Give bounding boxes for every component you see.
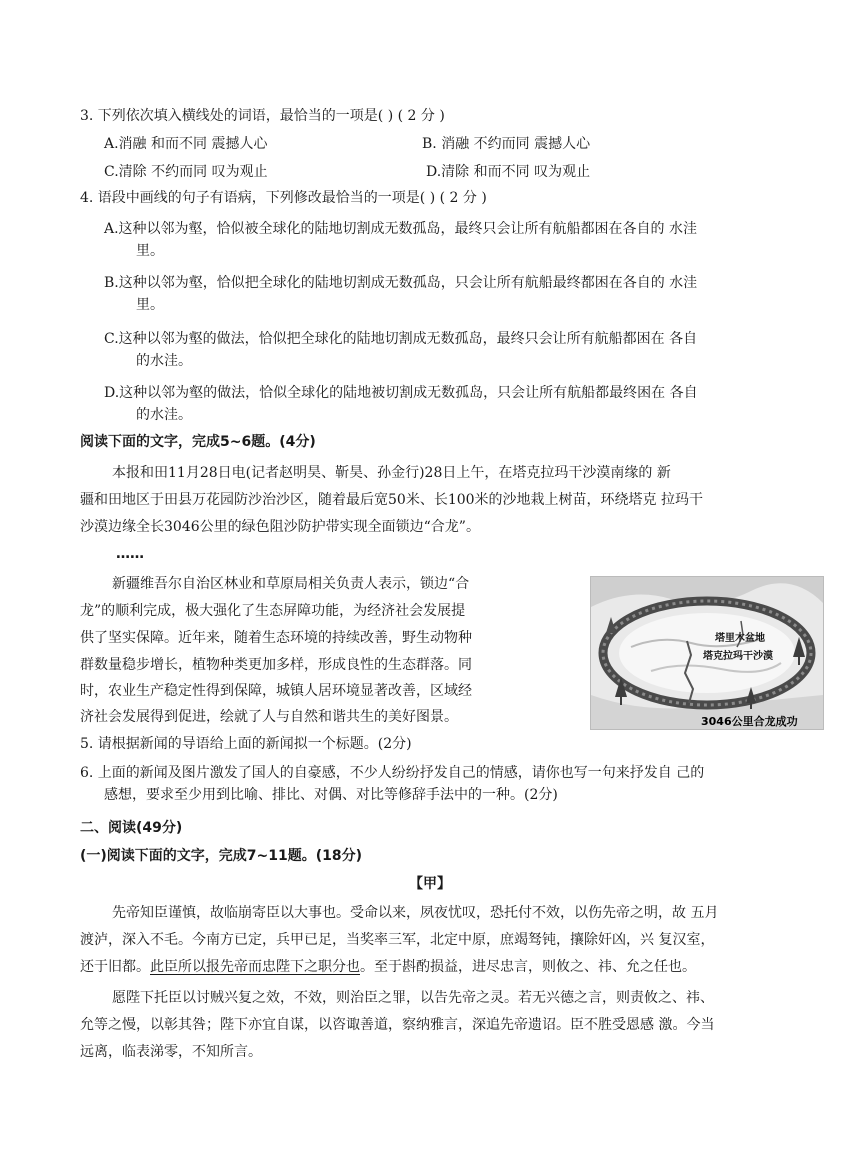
q5-stem: 5. 请根据新闻的导语给上面的新闻拟一个标题。(2分) (80, 736, 412, 752)
figure-caption: 3046公里合龙成功 (701, 715, 798, 728)
desert-ring-figure (590, 576, 824, 730)
q4-option-b-cont: 里。 (136, 297, 164, 313)
news-para1-line2: 疆和田地区于田县万花园防沙治沙区，随着最后宽50米、长100米的沙地栽上树苗，环绕塔克 拉玛干 (80, 492, 703, 508)
q4-option-c: C.这种以邻为壑的做法，恰似把全球化的陆地切割成无数孤岛，最终只会让所有航船都困在 各自 (104, 331, 698, 347)
q6-stem-cont: 感想，要求至少用到比喻、排比、对偶、对比等修辞手法中的一种。(2分) (104, 787, 558, 803)
q4-option-c-cont: 的水洼。 (136, 353, 192, 369)
news-para2-line2: 龙”的顺利完成，极大强化了生态屏障功能，为经济社会发展提 (80, 603, 466, 619)
news-para1-line3: 沙漠边缘全长3046公里的绿色阻沙防护带实现全面锁边“合龙”。 (80, 519, 480, 535)
q3-option-c: C.清除 不约而同 叹为观止 (104, 164, 268, 180)
passage-p2-line3: 远离，临表涕零，不知所言。 (80, 1044, 262, 1060)
passage-jia-marker: 【甲】 (409, 876, 451, 892)
passage-p1-line3-end: 。至于斟酌损益，进尽忠言，则攸之、祎、允之任也。 (360, 959, 696, 975)
q4-option-b: B.这种以邻为壑，恰似把全球化的陆地切割成无数孤岛，只会让所有航船最终都困在各自的 水洼 (104, 275, 698, 291)
q4-stem: 4. 语段中画线的句子有语病，下列修改最恰当的一项是( ) ( 2 分 ) (80, 190, 487, 206)
news-ellipsis: …… (116, 546, 144, 562)
passage-p1-line1: 先帝知臣谨慎，故临崩寄臣以大事也。受命以来，夙夜忧叹，恐托付不效，以伤先帝之明，故 五月 (112, 905, 719, 921)
news-para2-line5: 时，农业生产稳定性得到保障，城镇人居环境显著改善，区域经 (80, 683, 472, 699)
q3-option-a: A.消融 和而不同 震撼人心 (104, 136, 268, 152)
passage-p1-line3-start: 还于旧都。 (80, 959, 150, 975)
passage-p1-line3 (80, 957, 696, 977)
section2-heading: 二、阅读(49分) (80, 820, 183, 836)
q3-stem: 3. 下列依次填入横线处的词语，最恰当的一项是( ) ( 2 分 ) (80, 108, 445, 124)
news-para2-line3: 供了坚实保障。近年来，随着生态环境的持续改善，野生动物种 (80, 630, 472, 646)
q3-option-d: D.清除 和而不同 叹为观止 (426, 164, 591, 180)
reading-heading: 阅读下面的文字，完成5~6题。(4分) (80, 434, 316, 450)
q4-option-a: A.这种以邻为壑，恰似被全球化的陆地切割成无数孤岛，最终只会让所有航船都困在各自的 水洼 (104, 221, 698, 237)
news-para2-line6: 济社会发展得到促进，绘就了人与自然和谐共生的美好图景。 (80, 709, 458, 725)
figure-label-basin: 塔里木盆地 (715, 633, 765, 644)
news-para2-line4: 群数量稳步增长，植物种类更加多样，形成良性的生态群落。同 (80, 657, 472, 673)
section2-subheading: (一)阅读下面的文字，完成7~11题。(18分) (80, 848, 363, 864)
passage-p2-line2: 允等之慢，以彰其咎；陛下亦宜自谋，以咨诹善道，察纳雅言，深追先帝遗诏。臣不胜受恩感 激。今当 (80, 1017, 715, 1033)
q6-stem: 6. 上面的新闻及图片激发了国人的自豪感，不少人纷纷抒发自己的情感，请你也写一句来抒发自 己的 (80, 765, 705, 781)
q3-option-b: B. 消融 不约而同 震撼人心 (422, 136, 591, 152)
passage-p2-line1: 愿陛下托臣以讨贼兴复之效，不效，则治臣之罪，以告先帝之灵。若无兴德之言，则责攸之、祎、 (112, 990, 714, 1006)
q4-option-a-cont: 里。 (136, 243, 164, 259)
q4-option-d-cont: 的水洼。 (136, 407, 192, 423)
news-para2-line1: 新疆维吾尔自治区林业和草原局相关负责人表示，锁边“合 (112, 576, 470, 592)
figure-label-desert: 塔克拉玛干沙漠 (703, 651, 773, 662)
news-para1-line1: 本报和田11月28日电(记者赵明昊、靳昊、孙金行)28日上午，在塔克拉玛干沙漠南缘的 新 (112, 465, 671, 481)
passage-p1-line2: 渡泸，深入不毛。今南方已定，兵甲已足，当奖率三军，北定中原，庶竭驽钝，攘除奸凶，兴 复汉室， (80, 932, 715, 948)
underlined-sentence: 此臣所以报先帝而忠陛下之职分也 (150, 959, 360, 975)
q4-option-d: D.这种以邻为壑的做法，恰似全球化的陆地被切割成无数孤岛，只会让所有航船都最终困在 各自 (104, 385, 698, 401)
